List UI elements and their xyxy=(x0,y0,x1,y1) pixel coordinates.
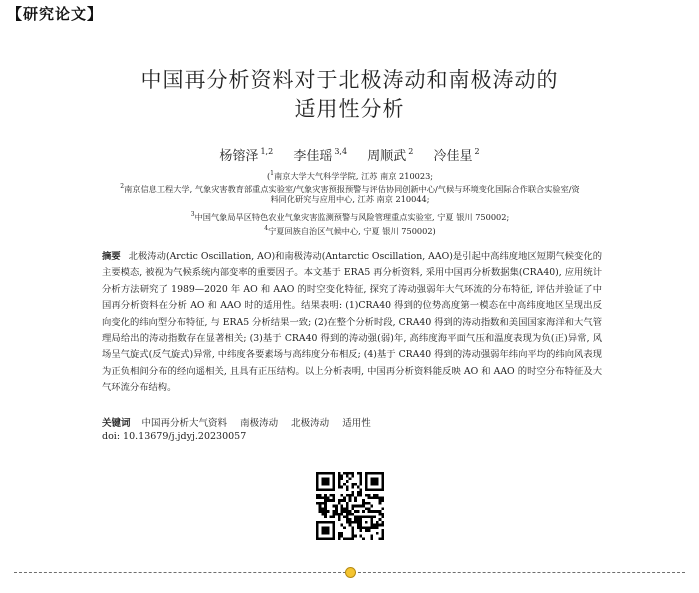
abstract-label: 摘要 xyxy=(102,251,121,262)
affiliation-4: $^4$宁夏回族自治区气候中心, 宁夏 银川 750002) xyxy=(264,225,436,236)
keyword: 适用性 xyxy=(342,418,371,429)
abstract xyxy=(102,249,602,397)
affiliation-2-continued: 料同化研究与应用中心, 江苏 南京 210044; xyxy=(270,194,430,204)
keywords xyxy=(102,415,602,429)
author: 杨镕泽 $^{1,2}$ xyxy=(219,147,274,164)
paper-title-line-2: 适用性分析 xyxy=(294,97,405,121)
paper-title-line-1: 中国再分析资料对于北极涛动和南极涛动的 xyxy=(140,68,559,92)
doi: doi: 10.13679/j.jdyj.20230057 xyxy=(102,431,247,442)
affiliation-1: ($^1$南京大学大气科学学院, 江苏 南京 210023; xyxy=(266,170,434,181)
qr-code-icon[interactable] xyxy=(316,472,384,540)
author: 周顺武 $^2$ xyxy=(367,147,414,164)
author: 冷佳星 $^2$ xyxy=(433,147,480,164)
section-tag: 【研究论文】 xyxy=(7,5,104,23)
keyword: 中国再分析大气资料 xyxy=(141,418,228,429)
keyword: 南极涛动 xyxy=(240,418,279,429)
keyword: 北极涛动 xyxy=(291,418,330,429)
author-list xyxy=(0,145,699,164)
author: 李佳瑶 $^{3,4}$ xyxy=(293,147,348,164)
divider-dot-icon xyxy=(345,567,356,578)
affiliation-2: $^2$南京信息工程大学, 气象灾害教育部重点实验室/气象灾害预报预警与评估协同创新中心/气候与环境变化国际合作联合实验室/资 xyxy=(120,183,580,194)
affiliation-3: $^3$中国气象局旱区特色农业气象灾害监测预警与风险管理重点实验室, 宁夏 银川 750002; xyxy=(190,211,510,222)
keywords-label: 关键词 xyxy=(102,418,131,429)
abstract-text: 北极涛动(Arctic Oscillation, AO)和南极涛动(Antarctic Oscillation, AAO)是引起中高纬度地区短期气候变化的主要模态, 被视为气候系统内部变率的重要因子。本文基于 ERA5 再分析资料, 采用中国再分析数据集(CRA40), 应用统计分析方法研究了 1989—2020 年 AO 和 AAO 的时空变化特征, 探究了涛动强弱年大气环流的分布特征, 评估并验证了中国再分析资料在分析 AO 和 AAO 时的适用性。结果表明: (1)CRA40 得到的位势高度第一模态在中高纬度地区呈现出反向变化的纬向型分布特征, 与 ERA5 分析结果一致; (2)在整个分析时段, CRA40 得到的涛动指数和美国国家海洋和大气管理局给出的涛动指数存在显著相关; (3)基于 CRA40 得到的涛动强(弱)年, 高纬度海平面气压和温度表现为负(正)异常, 风场呈气旋式(反气旋式)异常, 中纬度各要素场与高纬度分布相反; (4)基于 CRA40 得到的涛动强弱年纬向平均的纬向风表现为正负相间分布的经向遥相关, 且具有正压结构。以上分析表明, 中国再分析资料能反映 AO 和 AAO 的时空分布特征及大气环流分布结构。 xyxy=(102,251,602,394)
